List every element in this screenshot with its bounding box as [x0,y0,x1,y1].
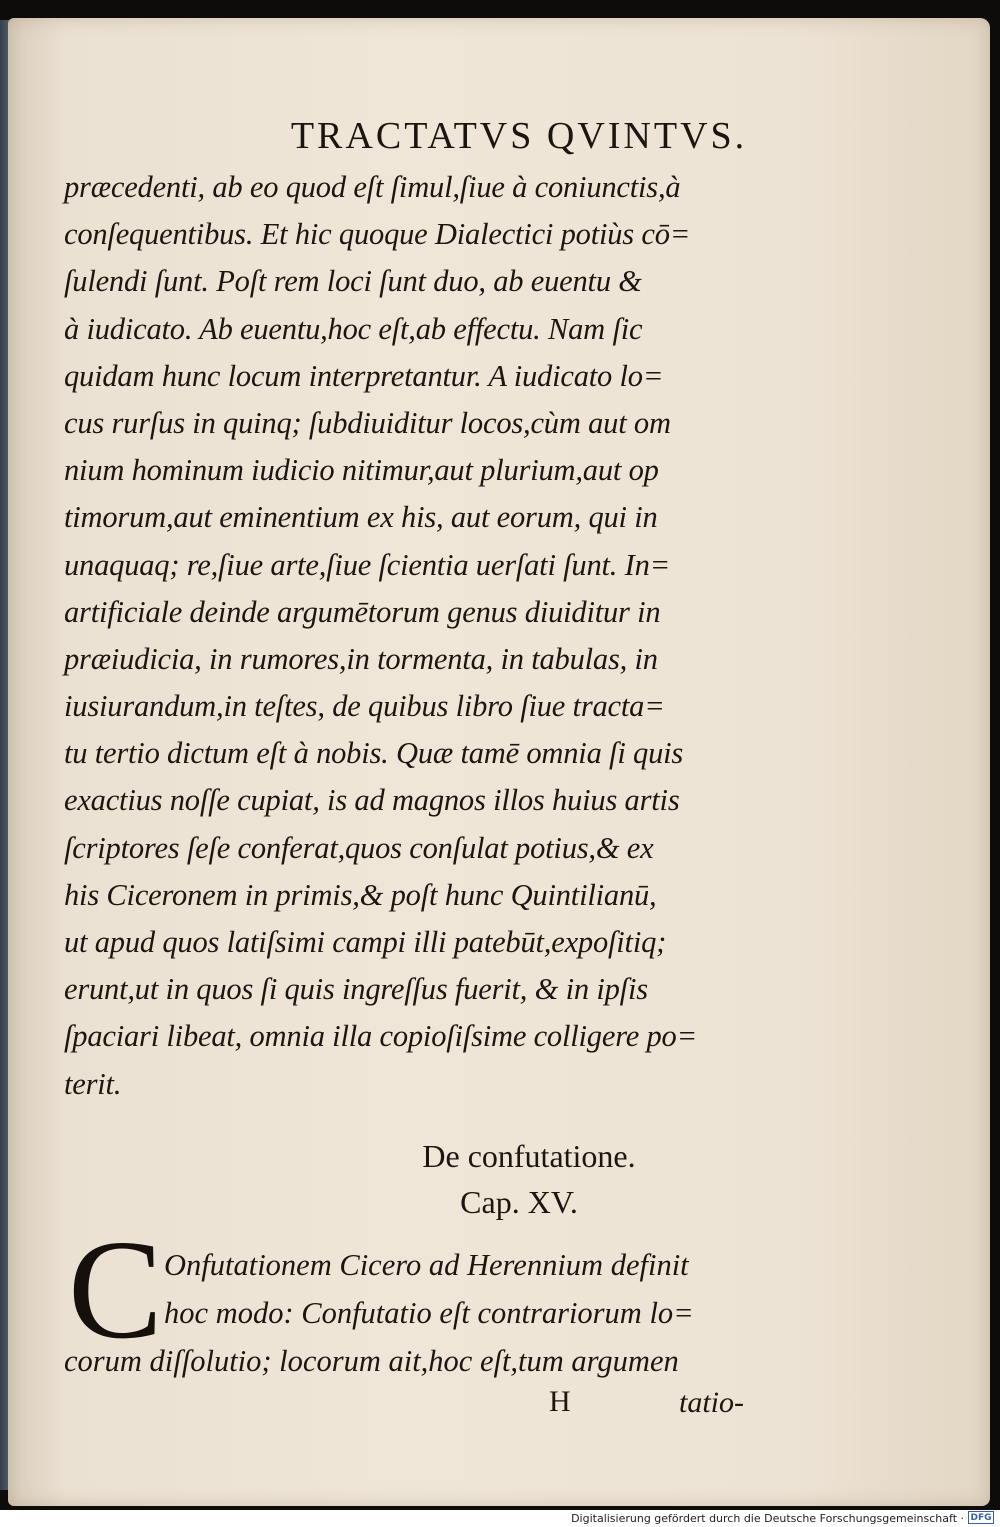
text-line: corum diſſolutio; locorum ait,hoc eſt,tum argumen [64,1344,679,1378]
text-line: præiudicia, in rumores,in tormenta, in tabulas, in [64,641,658,676]
text-line: his Ciceronem in primis,& poſt hunc Quintilianū, [64,877,657,912]
text-line: ſcriptores ſeſe conferat,quos conſulat potius,& ex [64,830,654,865]
text-line: iusiurandum,in teſtes, de quibus libro ſiue tracta= [64,689,665,724]
text-line: Onfutationem Cicero ad Herennium definit [164,1248,689,1282]
section-heading: De confutatione. [422,1138,636,1174]
text-line: timorum,aut eminentium ex his, aut eorum, qui in [64,500,658,535]
body-text [64,164,784,1108]
running-head: TRACTATVS QVINTVS. [290,115,748,157]
catchword: tatio- [679,1386,744,1419]
dfg-logo: DFG [968,1511,994,1524]
decorated-initial: C [68,1210,163,1368]
text-line: unaquaq; re,ſiue arte,ſiue ſcientia uerſati ſunt. In= [64,547,671,582]
text-line: hoc modo: Confutatio eſt contrariorum lo= [164,1296,694,1330]
funding-credit: Digitalisierung gefördert durch die Deutsche Forschungsgemeinschaft · [571,1512,964,1525]
text-line: tu tertio dictum eſt à nobis. Quæ tamē omnia ſi quis [64,736,684,771]
text-line: nium hominum iudicio nitimur,aut plurium,aut op [64,453,659,488]
text-line: quidam hunc locum interpretantur. A iudicato lo= [64,358,664,393]
text-line: à iudicato. Ab euentu,hoc eſt,ab effectu. Nam ſic [64,311,643,346]
book-page [8,18,990,1506]
text-line: cus rurſus in quinq; ſubdiuiditur locos,cùm aut om [64,405,671,440]
text-line: terit. [64,1066,122,1101]
chapter-text [64,1241,784,1385]
signature-mark: H [549,1385,571,1418]
text-line: præcedenti, ab eo quod eſt ſimul,ſiue à coniunctis,à [64,170,681,204]
chapter-heading: Cap. XV. [460,1184,578,1220]
text-line: ſulendi ſunt. Poſt rem loci ſunt duo, ab euentu & [64,264,642,299]
text-line: exactius noſſe cupiat, is ad magnos illos huius artis [64,783,680,818]
text-line: erunt,ut in quos ſi quis ingreſſus fuerit, & in ipſis [64,972,648,1007]
text-line: artificiale deinde argumētorum genus diuiditur in [64,594,661,629]
text-line: ut apud quos latiſsimi campi illi patebūt,expoſitiq; [64,925,667,959]
text-line: ſpaciari libeat, omnia illa copioſiſsime colligere po= [64,1019,697,1054]
text-line: conſequentibus. Et hic quoque Dialectici potiùs cō= [64,217,691,252]
